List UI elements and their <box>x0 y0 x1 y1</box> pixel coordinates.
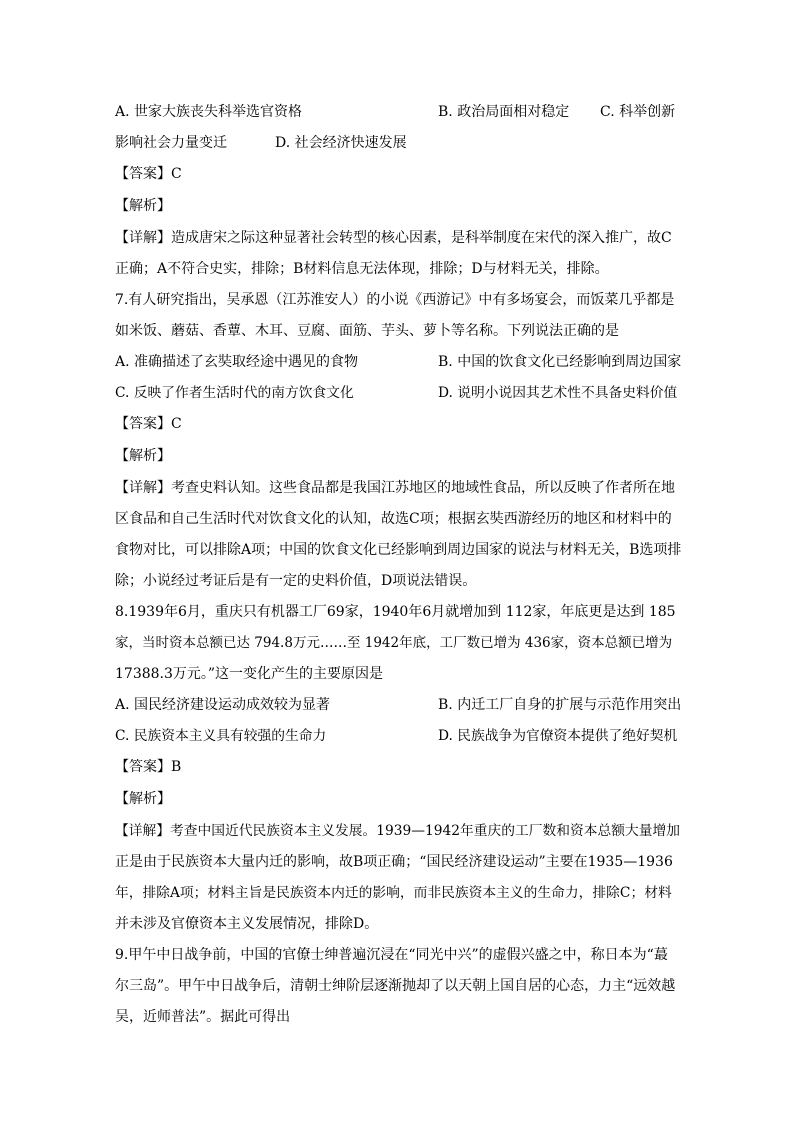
q8-analysis-heading: 【解析】 <box>115 791 171 807</box>
q7-option-b: B. 中国的饮食文化已经影响到周边国家 <box>438 354 682 370</box>
q7-option-c: C. 反映了作者生活时代的南方饮食文化 <box>115 385 354 401</box>
q8-option-c: C. 民族资本主义具有较强的生命力 <box>115 728 327 744</box>
q6-option-d: D. 社会经济快速发展 <box>275 135 407 151</box>
q8-detail-line-1: 【详解】考查中国近代民族资本主义发展。1939—1942年重庆的工厂数和资本总额大量增加 <box>115 823 680 839</box>
q8-option-d: D. 民族战争为官僚资本提供了绝好契机 <box>438 728 678 744</box>
q6-option-b: B. 政治局面相对稳定 <box>438 104 570 120</box>
q9-stem-line-2: 尔三岛”。甲午中日战争后，清朝士绅阶层逐渐抛却了以天朝上国自居的心态，力主“远效越 <box>115 978 676 994</box>
q7-options-row-1 <box>115 352 681 372</box>
q6-option-a: A. 世家大族丧失科举选官资格 <box>115 104 303 120</box>
q6-analysis-heading: 【解析】 <box>115 198 171 214</box>
q7-detail-line-1: 【详解】考查史料认知。这些食品都是我国江苏地区的地域性食品，所以反映了作者所在地 <box>115 480 675 496</box>
q7-detail-line-3: 食物对比，可以排除A项；中国的饮食文化已经影响到周边国家的说法与材料无关，B选项排 <box>115 542 682 558</box>
q8-detail-line-3: 年，排除A项；材料主旨是民族资本内迁的影响，而非民族资本主义的生命力，排除C；材料 <box>115 885 672 901</box>
q9-stem-line-3: 吴，近师普法”。据此可得出 <box>115 1009 291 1025</box>
q7-stem-line-1: 7.有人研究指出，吴承恩（江苏淮安人）的小说《西游记》中有多场宴会，而饭菜几乎都是 <box>115 292 675 308</box>
q7-stem-line-2: 如米饭、蘑菇、香蕈、木耳、豆腐、面筋、芋头、萝卜等名称。下列说法正确的是 <box>115 323 619 339</box>
q6-option-c-part2: 影响社会力量变迁 <box>115 135 227 151</box>
q8-options-row-1 <box>115 695 681 715</box>
q8-detail-line-4: 并未涉及官僚资本主义发展情况，排除D。 <box>115 916 379 932</box>
q6-options-row-1 <box>115 102 681 122</box>
q7-detail-line-4: 除；小说经过考证后是有一定的史料价值，D项说法错误。 <box>115 573 477 589</box>
q6-detail-line-2: 正确；A不符合史实，排除；B材料信息无法体现，排除；D与材料无关，排除。 <box>115 261 609 277</box>
q7-answer: 【答案】C <box>115 416 182 432</box>
q6-option-c-part1: C. 科举创新 <box>600 104 676 120</box>
q8-answer: 【答案】B <box>115 759 182 775</box>
q8-stem-line-2: 家，当时资本总额已达 794.8万元……至 1942年底，工厂数已增为 436家，资本总额已增为 <box>115 635 673 651</box>
q6-options-row-2 <box>115 133 681 153</box>
q6-detail-line-1: 【详解】造成唐宋之际这种显著社会转型的核心因素，是科举制度在宋代的深入推广，故C <box>115 230 672 246</box>
q6-answer: 【答案】C <box>115 166 182 182</box>
q7-analysis-heading: 【解析】 <box>115 448 171 464</box>
q9-stem-line-1: 9.甲午中日战争前，中国的官僚士绅普遍沉浸在“同光中兴”的虚假兴盛之中，称日本为“蕞 <box>115 947 668 963</box>
q8-option-b: B. 内迁工厂自身的扩展与示范作用突出 <box>438 697 682 713</box>
q7-option-d: D. 说明小说因其艺术性不具备史料价值 <box>438 385 678 401</box>
q7-detail-line-2: 区食品和自己生活时代对饮食文化的认知，故选C项；根据玄奘西游经历的地区和材料中的 <box>115 511 672 527</box>
q8-options-row-2 <box>115 726 681 746</box>
q8-option-a: A. 国民经济建设运动成效较为显著 <box>115 697 331 713</box>
q8-detail-line-2: 正是由于民族资本大量内迁的影响，故B项正确；“国民经济建设运动”主要在1935—1936 <box>115 854 673 870</box>
q8-stem-line-3: 17388.3万元。”这一变化产生的主要原因是 <box>115 666 384 682</box>
q8-stem-line-1: 8.1939年6月，重庆只有机器工厂69家，1940年6月就增加到 112家，年底更是达到 185 <box>115 604 676 620</box>
q7-option-a: A. 准确描述了玄奘取经途中遇见的食物 <box>115 354 359 370</box>
q7-options-row-2 <box>115 383 681 403</box>
